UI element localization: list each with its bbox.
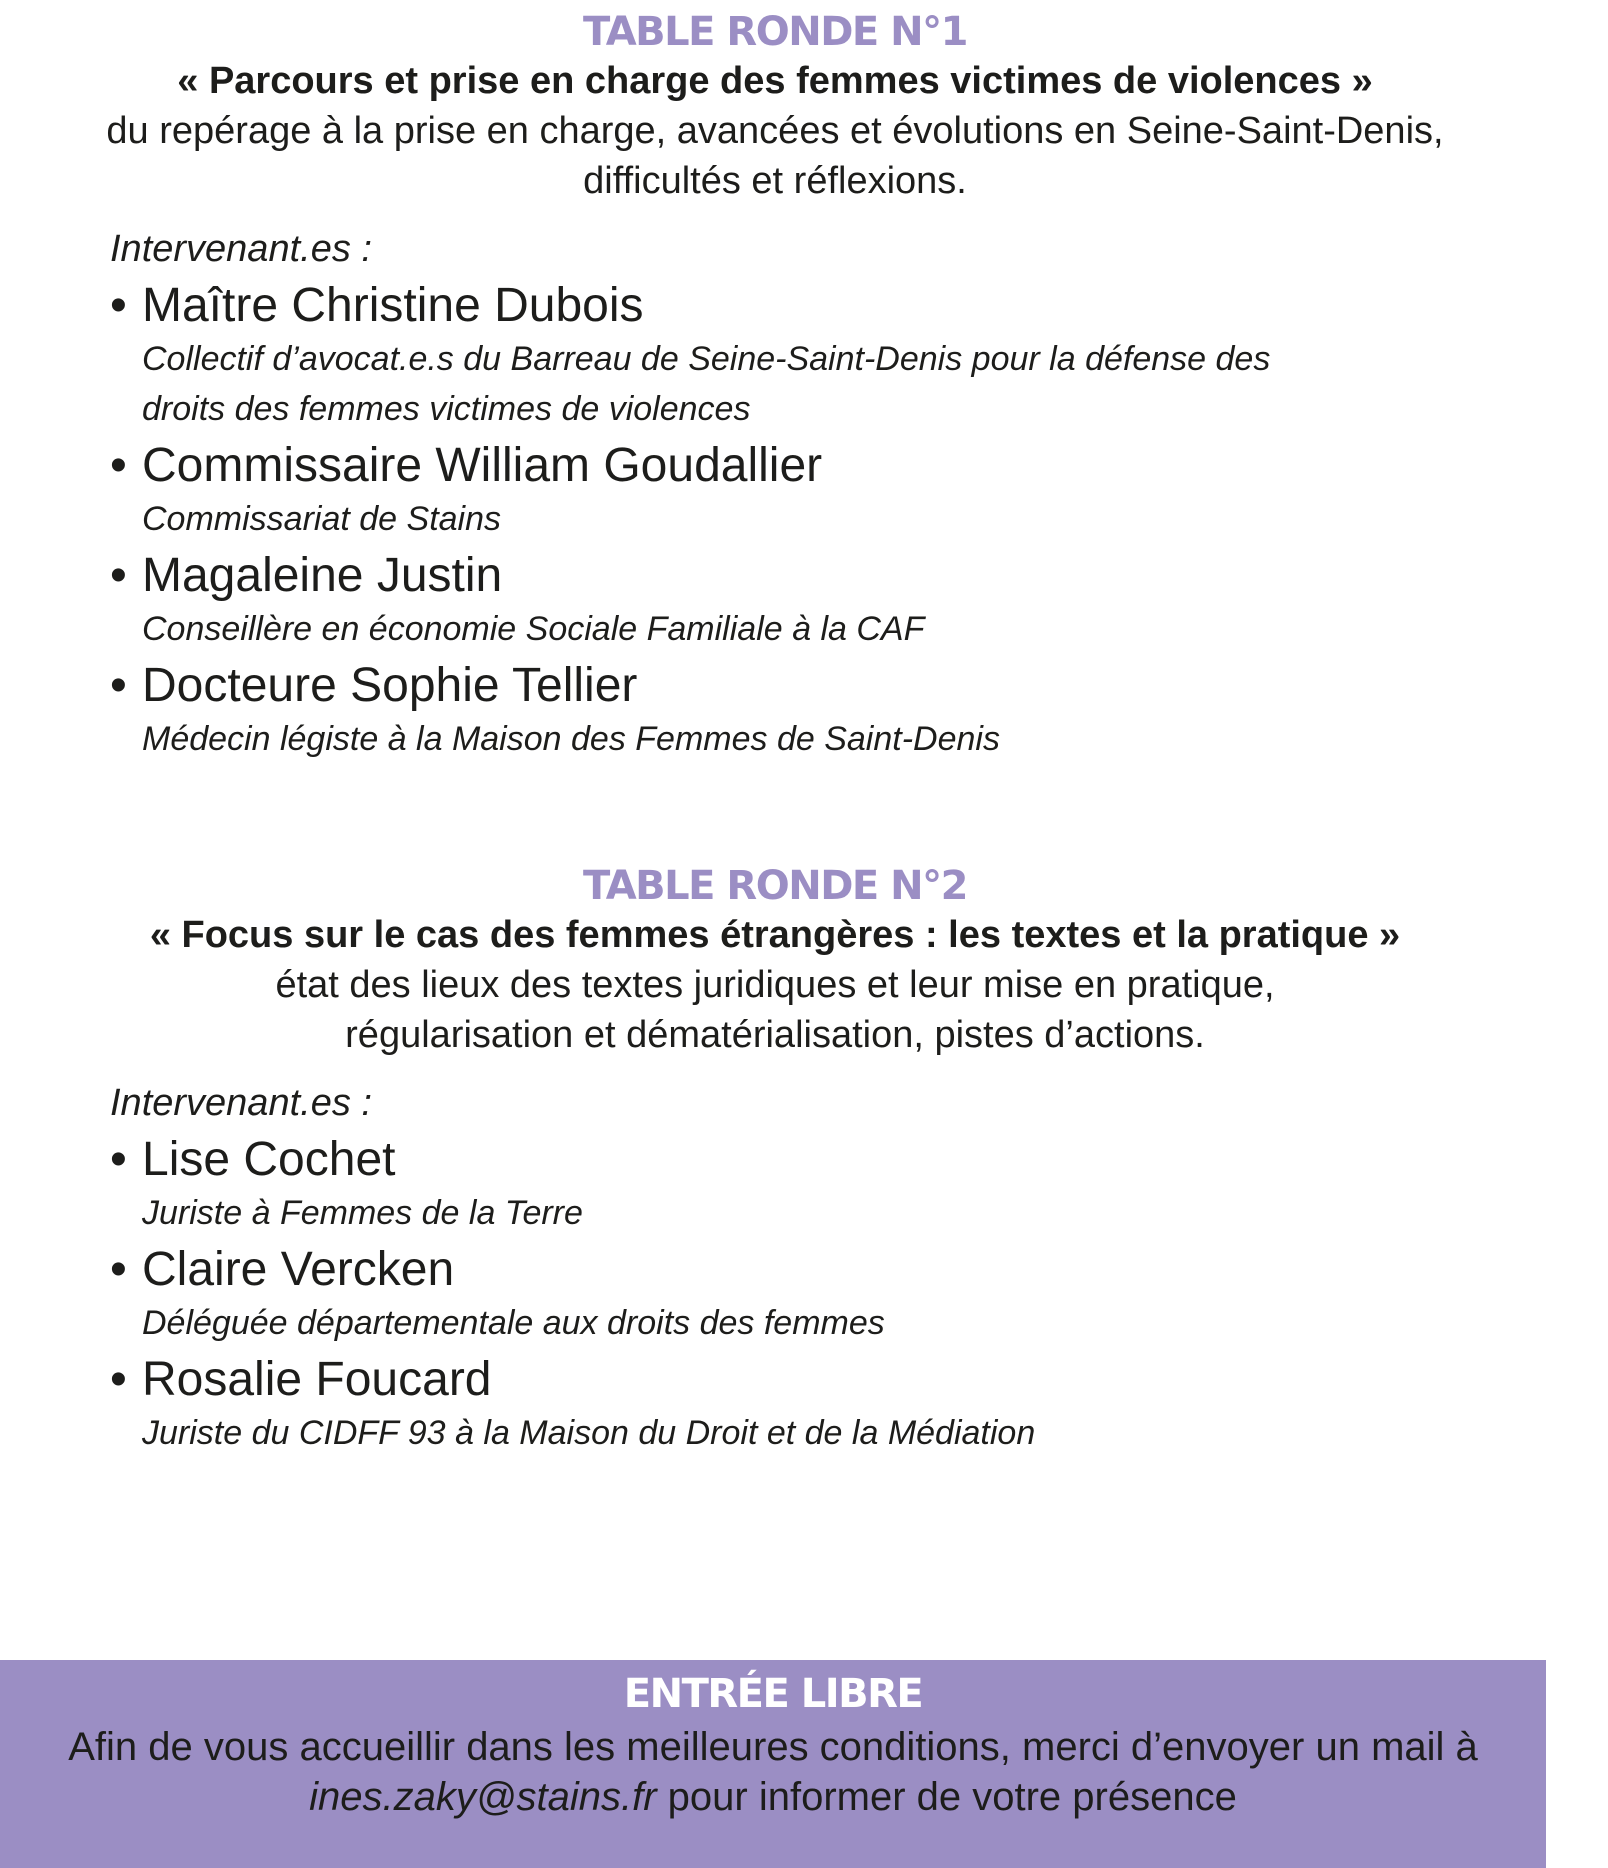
round-1-heading: « Parcours et prise en charge des femmes victimes de violences » (177, 60, 1373, 102)
speaker-sophie-tellier (110, 658, 1550, 764)
round-2-heading: « Focus sur le cas des femmes étrangères : les textes et la pratique » (149, 914, 1401, 956)
round-2-subtitle-line-2: régularisation et dématérialisation, pistes d’actions. (345, 1014, 1205, 1056)
speaker-name: Commissaire William Goudallier (142, 439, 823, 492)
speaker-name: Docteure Sophie Tellier (142, 659, 638, 712)
round-1-subtitle-line-1: du repérage à la prise en charge, avancées et évolutions en Seine-Saint-Denis, (106, 110, 1444, 152)
speaker-william-goudallier (110, 438, 1550, 544)
footer-title: ENTRÉE LIBRE (623, 1671, 923, 1717)
round-2-subtitle-line-1: état des lieux des textes juridiques et leur mise en pratique, (275, 964, 1275, 1006)
speaker-name: Rosalie Foucard (142, 1353, 492, 1406)
speaker-magaleine-justin (110, 548, 1550, 654)
speaker-role: Conseillère en économie Sociale Familiale à la CAF (142, 610, 925, 648)
round-1-subtitle-line-2: difficultés et réflexions. (583, 160, 967, 202)
round-table-2 (0, 858, 1550, 1462)
bullet-icon: • (110, 1133, 127, 1186)
round-2-title: TABLE RONDE N°2 (583, 863, 967, 909)
round-2-speakers-label: Intervenant.es : (110, 1082, 372, 1124)
speaker-christine-dubois (110, 278, 1550, 434)
speaker-role: droits des femmes victimes de violences (142, 390, 751, 428)
speaker-role: Médecin légiste à la Maison des Femmes de Saint-Denis (142, 720, 1000, 758)
contact-email-link[interactable]: ines.zaky@stains.fr (309, 1775, 657, 1819)
footer-banner (0, 1660, 1546, 1868)
bullet-icon: • (110, 1243, 127, 1296)
speaker-role: Juriste du CIDFF 93 à la Maison du Droit et de la Médiation (142, 1414, 1036, 1452)
bullet-icon: • (110, 659, 127, 712)
bullet-icon: • (110, 279, 127, 332)
round-2-speakers (110, 1078, 1550, 1458)
speaker-role: Juriste à Femmes de la Terre (142, 1194, 583, 1232)
speaker-role: Déléguée départementale aux droits des femmes (142, 1304, 885, 1342)
footer-line-1: Afin de vous accueillir dans les meilleures conditions, merci d’envoyer un mail à (68, 1725, 1478, 1769)
speaker-claire-vercken (110, 1242, 1550, 1348)
bullet-icon: • (110, 439, 127, 492)
speaker-name: Maître Christine Dubois (142, 279, 644, 332)
round-1-speakers-label: Intervenant.es : (110, 228, 372, 270)
speaker-name: Lise Cochet (142, 1133, 396, 1186)
round-1-title: TABLE RONDE N°1 (583, 9, 967, 55)
bullet-icon: • (110, 549, 127, 602)
round-table-1 (0, 4, 1550, 768)
bullet-icon: • (110, 1353, 127, 1406)
speaker-name: Claire Vercken (142, 1243, 455, 1296)
speaker-lise-cochet (110, 1132, 1550, 1238)
footer-line-2-suffix: pour informer de votre présence (656, 1775, 1237, 1819)
round-1-speakers (110, 224, 1550, 764)
speaker-role: Collectif d’avocat.e.s du Barreau de Seine-Saint-Denis pour la défense des (142, 340, 1271, 378)
footer-line-2 (0, 1772, 1546, 1822)
speaker-name: Magaleine Justin (142, 549, 503, 602)
speaker-role: Commissariat de Stains (142, 500, 502, 538)
speaker-rosalie-foucard (110, 1352, 1550, 1458)
